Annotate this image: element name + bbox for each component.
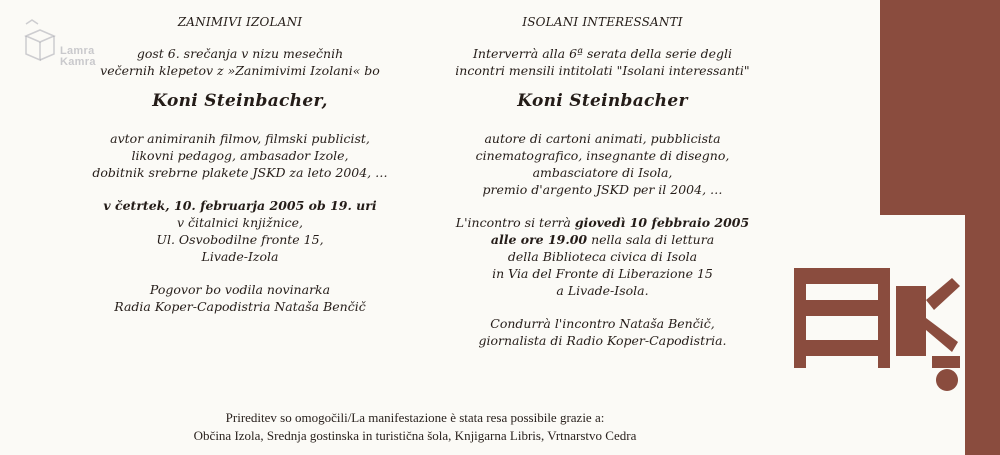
slovenian-venue-line: Livade-Izola xyxy=(201,249,279,264)
italian-host-line: giornalista di Radio Koper-Capodistria. xyxy=(478,333,727,348)
sponsors-intro: Prireditev so omogočili/La manifestazione è stata resa possibile grazie a: xyxy=(225,410,605,425)
logo-i-stem xyxy=(932,356,960,368)
italian-intro xyxy=(405,45,800,79)
brand-block xyxy=(792,0,1000,455)
logo-i-dot xyxy=(936,369,958,391)
slovenian-column xyxy=(55,14,425,331)
logo-k-leg xyxy=(926,318,958,352)
kmi-logo xyxy=(794,268,960,391)
slovenian-host-line: Radia Koper-Capodistria Nataša Benčič xyxy=(114,299,366,314)
italian-event-details xyxy=(405,214,800,299)
sponsors-list: Občina Izola, Srednja gostinska in turistična šola, Knjigarna Libris, Vrtnarstvo Cedra xyxy=(193,428,637,443)
italian-venue-line: in Via del Fronte di Liberazione 15 xyxy=(492,266,713,281)
italian-bio xyxy=(405,130,800,198)
slovenian-host-line: Pogovor bo vodila novinarka xyxy=(149,282,331,297)
brand-stroke xyxy=(880,195,965,215)
slovenian-venue-line: v čitalnici knjižnice, xyxy=(176,215,304,230)
italian-bio-line: premio d'argento JSKD per il 2004, … xyxy=(482,182,723,197)
brand-panel xyxy=(792,0,1000,455)
italian-bio-line: autore di cartoni animati, pubblicista xyxy=(484,131,721,146)
italian-time-suffix: nella sala di lettura xyxy=(587,232,715,247)
italian-host xyxy=(405,315,800,349)
slovenian-intro-line: gost 6. srečanja v nizu mesečnih xyxy=(136,46,344,61)
italian-time-line xyxy=(405,231,800,248)
slovenian-guest-name: Koni Steinbacher, xyxy=(152,91,328,111)
italian-venue-line: della Biblioteca civica di Isola xyxy=(507,249,698,264)
italian-date-line xyxy=(405,214,800,231)
slovenian-bio xyxy=(55,130,425,181)
slovenian-heading: ZANIMIVI IZOLANI xyxy=(177,15,303,29)
logo-m-bar xyxy=(794,340,886,356)
logo-m-right xyxy=(878,268,890,368)
watermark-line1: Lamra xyxy=(60,45,95,57)
slovenian-venue-line: Ul. Osvobodilne fronte 15, xyxy=(156,232,324,247)
italian-bio-line: cinematografico, insegnante di disegno, xyxy=(475,148,730,163)
watermark-line2: Kamra xyxy=(60,56,96,68)
italian-host-line: Condurrà l'incontro Nataša Benčič, xyxy=(490,316,715,331)
sponsors-footer xyxy=(90,409,740,445)
logo-m-bar xyxy=(794,300,886,316)
italian-bio-line: ambasciatore di Isola, xyxy=(532,165,673,180)
slovenian-bio-line: dobitnik srebrne plakete JSKD za leto 2004, … xyxy=(92,165,388,180)
italian-date: giovedì 10 febbraio 2005 xyxy=(574,215,750,230)
slovenian-date: v četrtek, 10. februarja 2005 ob 19. uri xyxy=(103,198,377,213)
italian-heading: ISOLANI INTERESSANTI xyxy=(522,15,683,29)
slovenian-bio-line: avtor animiranih filmov, filmski publicist, xyxy=(110,131,370,146)
slovenian-intro xyxy=(55,45,425,79)
italian-column xyxy=(405,14,800,365)
italian-date-prefix: L'incontro si terrà xyxy=(455,215,575,230)
slovenian-host xyxy=(55,281,425,315)
italian-guest-name: Koni Steinbacher xyxy=(517,91,688,111)
slovenian-event-details xyxy=(55,197,425,265)
slovenian-bio-line: likovni pedagog, ambasador Izole, xyxy=(131,148,349,163)
logo-k-arm xyxy=(926,278,960,310)
italian-intro-line: Interverrà alla 6ª serata della serie degli xyxy=(472,46,733,61)
italian-intro-line: incontri mensili intitolati "Isolani interessanti" xyxy=(455,63,750,78)
italian-time: alle ore 19.00 xyxy=(490,232,588,247)
slovenian-intro-line: večernih klepetov z »Zanimivimi Izolani« bo xyxy=(100,63,380,78)
logo-k-stem xyxy=(896,286,926,356)
italian-venue-line: a Livade-Isola. xyxy=(556,283,649,298)
logo-m-bar xyxy=(794,268,886,284)
